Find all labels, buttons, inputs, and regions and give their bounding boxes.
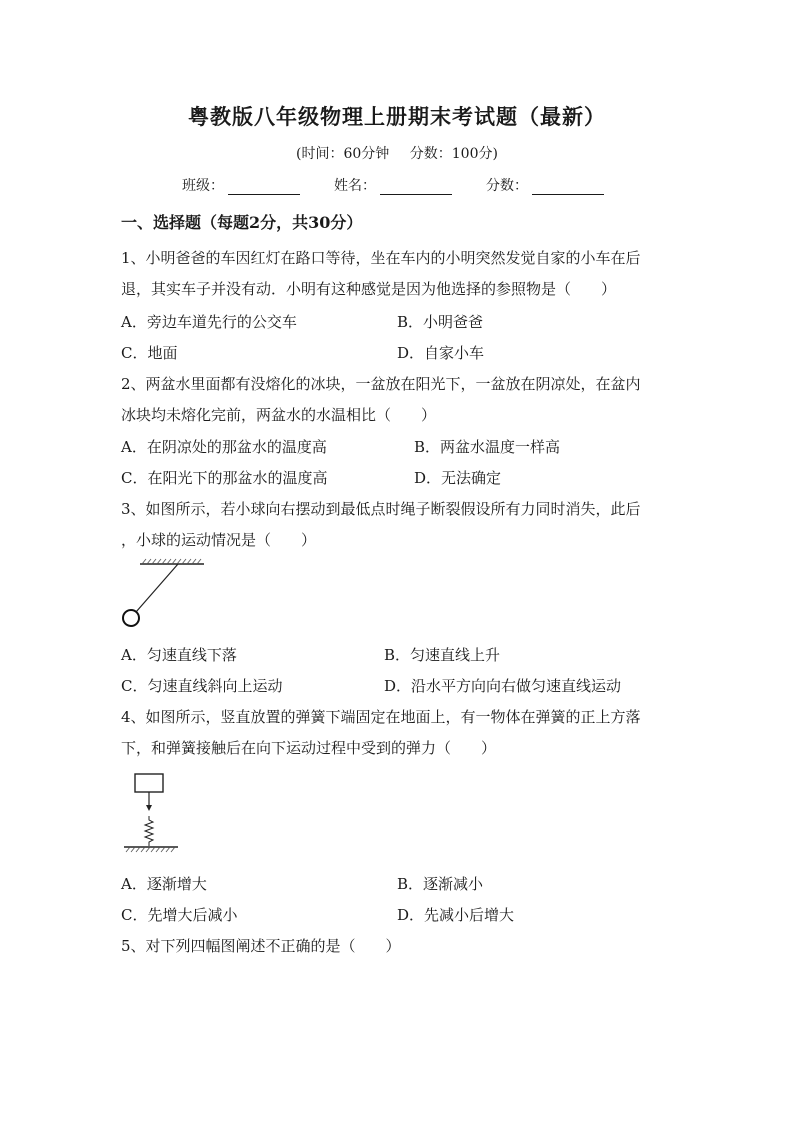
exam-meta: [0, 143, 794, 163]
q2-option-a[interactable]: A．在阴凉处的那盆水的温度高: [121, 438, 327, 456]
score-field: 分数：: [486, 175, 604, 195]
q1-option-a[interactable]: A．旁边车道先行的公交车: [121, 313, 297, 331]
q3-option-d[interactable]: D．沿水平方向向右做匀速直线运动: [384, 677, 622, 695]
q3-option-a[interactable]: A．匀速直线下落: [121, 646, 237, 664]
class-field: 班级：: [182, 175, 300, 195]
section-title: 一、选择题（每题2分，共30分）: [121, 213, 363, 232]
question-1-line-1: 1、小明爸爸的车因红灯在路口等待，坐在车内的小明突然发觉自家的小车在后: [121, 249, 641, 267]
class-blank[interactable]: [228, 180, 300, 195]
page-title: 粤教版八年级物理上册期末考试题（最新）: [188, 104, 606, 129]
q1-option-d[interactable]: D．自家小车: [397, 344, 485, 362]
q4-option-b[interactable]: B．逐渐减小: [397, 875, 484, 893]
q2-option-b[interactable]: B．两盆水温度一样高: [414, 438, 561, 456]
question-1-line-2: 退，其实车子并没有动．小明有这种感觉是因为他选择的参照物是（ ）: [121, 280, 617, 298]
q2-option-c[interactable]: C．在阳光下的那盆水的温度高: [121, 469, 328, 487]
question-4-line-1: 4、如图所示，竖直放置的弹簧下端固定在地面上，有一物体在弹簧的正上方落: [121, 708, 641, 726]
q1-option-b[interactable]: B．小明爸爸: [397, 313, 484, 331]
q1-option-c[interactable]: C．地面: [121, 344, 178, 362]
q2-option-d[interactable]: D．无法确定: [414, 469, 502, 487]
question-4-line-2: 下，和弹簧接触后在向下运动过程中受到的弹力（ ）: [121, 739, 497, 757]
pendulum-figure: [114, 558, 214, 632]
spring-figure: [118, 770, 184, 858]
exam-total-score: 分数：100分): [409, 146, 498, 162]
question-3-line-2: ，小球的运动情况是（ ）: [121, 531, 317, 549]
exam-time: (时间：60分钟: [296, 146, 390, 162]
q4-option-d[interactable]: D．先减小后增大: [397, 906, 515, 924]
q3-option-c[interactable]: C．匀速直线斜向上运动: [121, 677, 283, 695]
question-2-line-2: 冰块均未熔化完前，两盆水的水温相比（ ）: [121, 406, 437, 424]
name-blank[interactable]: [380, 180, 452, 195]
q4-option-c[interactable]: C．先增大后减小: [121, 906, 238, 924]
student-info: [182, 175, 638, 195]
question-5-line-1: 5、对下列四幅图阐述不正确的是（ ）: [121, 937, 401, 955]
q4-option-a[interactable]: A．逐渐增大: [121, 875, 207, 893]
score-blank[interactable]: [532, 180, 604, 195]
name-field: 姓名：: [334, 175, 452, 195]
question-2-line-1: 2、两盆水里面都有没熔化的冰块，一盆放在阳光下，一盆放在阴凉处，在盆内: [121, 375, 641, 393]
question-3-line-1: 3、如图所示，若小球向右摆动到最低点时绳子断裂假设所有力同时消失，此后: [121, 500, 641, 518]
q3-option-b[interactable]: B．匀速直线上升: [384, 646, 501, 664]
